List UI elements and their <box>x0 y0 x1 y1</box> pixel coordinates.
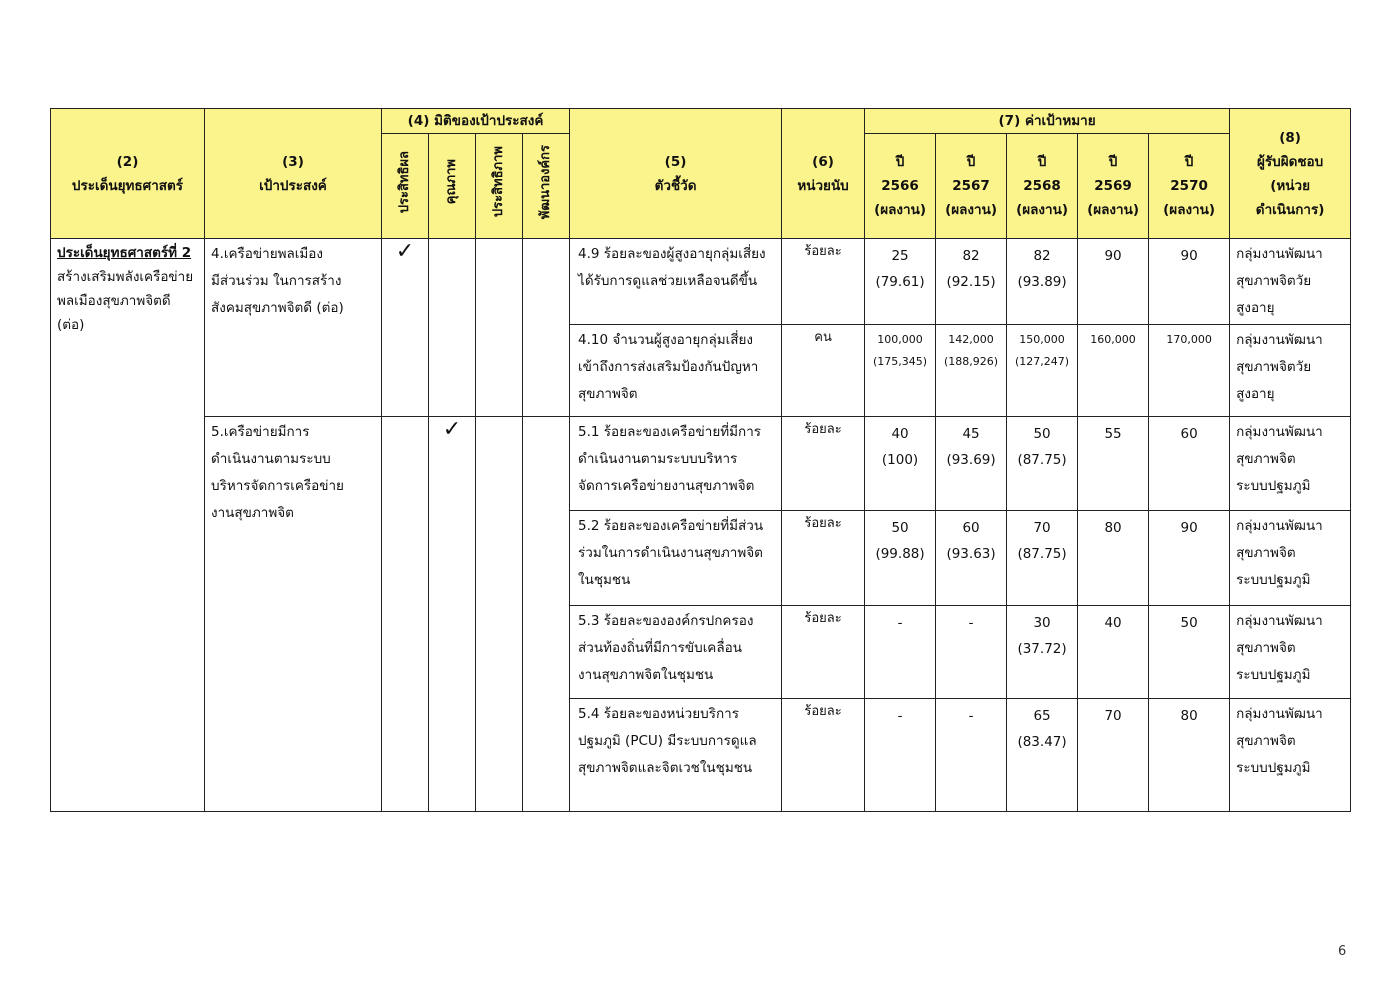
target-cell <box>1149 606 1230 699</box>
goal-line: 4.เครือข่ายพลเมือง <box>211 246 323 262</box>
header-year-2568: ปี 2568 (ผลงาน) <box>1007 134 1078 239</box>
indicator-cell <box>570 511 782 606</box>
responsible-line: สุขภาพจิต <box>1236 640 1296 656</box>
dimension-cell <box>429 239 476 417</box>
dimension-cell <box>429 417 476 812</box>
responsible-line: สุขภาพจิต <box>1236 451 1296 467</box>
responsible-cell <box>1230 699 1351 812</box>
header-year-2569: ปี 2569 (ผลงาน) <box>1078 134 1149 239</box>
indicator-line: ส่วนท้องถิ่นที่มีการขับเคลื่อน <box>578 640 742 656</box>
table-row <box>51 417 1351 511</box>
responsible-line: สุขภาพจิต <box>1236 733 1296 749</box>
header-dim-efficiency: ประสิทธิภาพ <box>476 134 523 239</box>
table-body <box>51 239 1351 812</box>
unit-cell: ร้อยละ <box>782 606 865 699</box>
goal-cell <box>205 239 382 417</box>
responsible-line: ระบบปฐมภูมิ <box>1236 760 1311 776</box>
header-year-2566: ปี 2566 (ผลงาน) <box>865 134 936 239</box>
target-cell <box>936 239 1007 325</box>
target-value: 50 <box>1180 615 1198 631</box>
goal-line: งานสุขภาพจิต <box>211 505 294 521</box>
target-cell <box>1007 606 1078 699</box>
actual-result: (93.89) <box>1017 274 1067 290</box>
target-value: 70 <box>1033 520 1051 536</box>
target-value: - <box>968 615 974 631</box>
target-cell <box>1078 417 1149 511</box>
responsible-cell <box>1230 325 1351 417</box>
goal-line: 5.เครือข่ายมีการ <box>211 424 310 440</box>
target-cell <box>1149 699 1230 812</box>
responsible-line: กลุ่มงานพัฒนา <box>1236 424 1323 440</box>
check-mark-icon: ✓ <box>442 417 462 442</box>
target-cell <box>865 699 936 812</box>
indicator-line: ปฐมภูมิ (PCU) มีระบบการดูแล <box>578 733 757 749</box>
indicator-line: 5.4 ร้อยละของหน่วยบริการ <box>578 706 739 722</box>
actual-result: (37.72) <box>1017 641 1067 657</box>
target-cell <box>865 239 936 325</box>
page-number: 6 <box>1338 944 1347 959</box>
responsible-line: ระบบปฐมภูมิ <box>1236 572 1311 588</box>
target-cell <box>1007 239 1078 325</box>
target-value: 50 <box>891 520 909 536</box>
responsible-cell <box>1230 417 1351 511</box>
actual-result: (99.88) <box>875 546 925 562</box>
dimension-cell <box>523 417 570 812</box>
target-value: 80 <box>1104 520 1122 536</box>
target-value: 90 <box>1180 248 1198 264</box>
indicator-line: สุขภาพจิต <box>578 386 638 402</box>
responsible-line: กลุ่มงานพัฒนา <box>1236 518 1323 534</box>
header-targets: (7) ค่าเป้าหมาย <box>865 109 1230 134</box>
target-cell <box>865 606 936 699</box>
responsible-line: สุขภาพจิต <box>1236 545 1296 561</box>
unit-cell: ร้อยละ <box>782 417 865 511</box>
responsible-line: กลุ่มงานพัฒนา <box>1236 613 1323 629</box>
target-value: 55 <box>1104 426 1122 442</box>
target-value: 40 <box>1104 615 1122 631</box>
responsible-line: กลุ่มงานพัฒนา <box>1236 246 1323 262</box>
header-dim-quality: คุณภาพ <box>429 134 476 239</box>
target-value: 160,000 <box>1090 333 1136 346</box>
indicator-line: 5.2 ร้อยละของเครือข่ายที่มีส่วน <box>578 518 764 534</box>
indicator-line: สุขภาพจิตและจิตเวชในชุมชน <box>578 760 753 776</box>
header-issue: (2) ประเด็นยุทธศาสตร์ <box>51 109 205 239</box>
responsible-line: ระบบปฐมภูมิ <box>1236 667 1311 683</box>
responsible-line: สูงอายุ <box>1236 386 1275 402</box>
unit-cell: ร้อยละ <box>782 511 865 606</box>
strategic-issue-line: สร้างเสริมพลังเครือข่าย <box>57 269 194 285</box>
target-cell <box>936 699 1007 812</box>
responsible-line: สูงอายุ <box>1236 300 1275 316</box>
goal-line: บริหารจัดการเครือข่าย <box>211 478 344 494</box>
actual-result: (87.75) <box>1017 546 1067 562</box>
actual-result: (83.47) <box>1017 734 1067 750</box>
header-responsible: (8) ผู้รับผิดชอบ (หน่วย ดำเนินการ) <box>1230 109 1351 239</box>
target-value: 150,000 <box>1019 333 1065 346</box>
target-value: 50 <box>1033 426 1051 442</box>
indicator-cell <box>570 699 782 812</box>
target-cell <box>936 511 1007 606</box>
indicator-line: 5.1 ร้อยละของเครือข่ายที่มีการ <box>578 424 762 440</box>
target-cell <box>865 325 936 417</box>
target-cell <box>1149 511 1230 606</box>
header-year-2570: ปี 2570 (ผลงาน) <box>1149 134 1230 239</box>
indicator-line: 4.9 ร้อยละของผู้สูงอายุกลุ่มเสี่ยง <box>578 246 766 262</box>
target-cell <box>936 606 1007 699</box>
actual-result: (188,926) <box>944 355 999 368</box>
target-value: - <box>968 708 974 724</box>
target-cell <box>1007 325 1078 417</box>
strategic-issue-line: พลเมืองสุขภาพจิตดี <box>57 293 171 309</box>
actual-result: (93.63) <box>946 546 996 562</box>
target-value: 25 <box>891 248 909 264</box>
goal-line: ดำเนินงานตามระบบ <box>211 451 331 467</box>
unit-cell: คน <box>782 325 865 417</box>
target-cell <box>1078 325 1149 417</box>
target-value: 45 <box>962 426 980 442</box>
indicator-line: ได้รับการดูแลช่วยเหลือจนดีขึ้น <box>578 273 758 289</box>
target-value: 170,000 <box>1166 333 1212 346</box>
target-cell <box>1149 417 1230 511</box>
header-indicator: (5) ตัวชี้วัด <box>570 109 782 239</box>
target-cell <box>1078 606 1149 699</box>
header-goal: (3) เป้าประสงค์ <box>205 109 382 239</box>
target-value: 30 <box>1033 615 1051 631</box>
target-value: 65 <box>1033 708 1051 724</box>
responsible-cell <box>1230 239 1351 325</box>
target-value: - <box>897 615 903 631</box>
indicator-cell <box>570 325 782 417</box>
target-value: 82 <box>962 248 980 264</box>
target-cell <box>865 511 936 606</box>
strategy-table <box>50 108 1351 812</box>
indicator-line: งานสุขภาพจิตในชุมชน <box>578 667 714 683</box>
target-value: 60 <box>1180 426 1198 442</box>
responsible-line: กลุ่มงานพัฒนา <box>1236 332 1323 348</box>
target-cell <box>1078 239 1149 325</box>
target-value: 90 <box>1180 520 1198 536</box>
responsible-cell <box>1230 606 1351 699</box>
actual-result: (92.15) <box>946 274 996 290</box>
target-value: 60 <box>962 520 980 536</box>
goal-line: มีส่วนร่วม ในการสร้าง <box>211 273 342 289</box>
dimension-cell <box>476 417 523 812</box>
target-cell <box>1149 325 1230 417</box>
header-year-2567: ปี 2567 (ผลงาน) <box>936 134 1007 239</box>
target-cell <box>1078 699 1149 812</box>
indicator-line: เข้าถึงการส่งเสริมป้องกันปัญหา <box>578 359 759 375</box>
header-unit: (6) หน่วยนับ <box>782 109 865 239</box>
header-dim-org-development: พัฒนาองค์กร <box>523 134 570 239</box>
indicator-line: ในชุมชน <box>578 572 631 588</box>
goal-cell <box>205 417 382 812</box>
unit-cell: ร้อยละ <box>782 239 865 325</box>
indicator-cell <box>570 239 782 325</box>
target-cell <box>1078 511 1149 606</box>
indicator-line: ร่วมในการดำเนินงานสุขภาพจิต <box>578 545 763 561</box>
indicator-cell <box>570 417 782 511</box>
target-value: 82 <box>1033 248 1051 264</box>
target-cell <box>1007 417 1078 511</box>
target-cell <box>1007 699 1078 812</box>
header-dim-effectiveness: ประสิทธิผล <box>382 134 429 239</box>
responsible-line: ระบบปฐมภูมิ <box>1236 478 1311 494</box>
target-value: - <box>897 708 903 724</box>
target-value: 70 <box>1104 708 1122 724</box>
indicator-line: 5.3 ร้อยละขององค์กรปกครอง <box>578 613 754 629</box>
target-cell <box>1149 239 1230 325</box>
actual-result: (175,345) <box>873 355 928 368</box>
target-cell <box>936 417 1007 511</box>
actual-result: (127,247) <box>1015 355 1070 368</box>
target-value: 142,000 <box>948 333 994 346</box>
indicator-cell <box>570 606 782 699</box>
responsible-line: สุขภาพจิตวัย <box>1236 273 1312 289</box>
indicator-line: ดำเนินงานตามระบบบริหาร <box>578 451 738 467</box>
target-value: 40 <box>891 426 909 442</box>
table-row <box>51 239 1351 325</box>
strategic-issue-title: ประเด็นยุทธศาสตร์ที่ 2 <box>57 245 192 261</box>
goal-line: สังคมสุขภาพจิตดี (ต่อ) <box>211 300 344 316</box>
target-cell <box>1007 511 1078 606</box>
check-mark-icon: ✓ <box>395 239 415 264</box>
dimension-cell <box>382 417 429 812</box>
dimension-cell <box>382 239 429 417</box>
actual-result: (93.69) <box>946 452 996 468</box>
dimension-cell <box>476 239 523 417</box>
header-dimensions: (4) มิติของเป้าประสงค์ <box>382 109 570 134</box>
strategic-issue-line: (ต่อ) <box>57 317 85 333</box>
strategic-issue-cell <box>51 239 205 812</box>
responsible-line: กลุ่มงานพัฒนา <box>1236 706 1323 722</box>
responsible-line: สุขภาพจิตวัย <box>1236 359 1312 375</box>
target-value: 100,000 <box>877 333 923 346</box>
target-value: 80 <box>1180 708 1198 724</box>
actual-result: (100) <box>881 452 919 468</box>
indicator-line: จัดการเครือข่ายงานสุขภาพจิต <box>578 478 755 494</box>
indicator-line: 4.10 จำนวนผู้สูงอายุกลุ่มเสี่ยง <box>578 332 753 348</box>
target-cell <box>865 417 936 511</box>
actual-result: (87.75) <box>1017 452 1067 468</box>
dimension-cell <box>523 239 570 417</box>
actual-result: (79.61) <box>875 274 925 290</box>
responsible-cell <box>1230 511 1351 606</box>
unit-cell: ร้อยละ <box>782 699 865 812</box>
target-value: 90 <box>1104 248 1122 264</box>
target-cell <box>936 325 1007 417</box>
